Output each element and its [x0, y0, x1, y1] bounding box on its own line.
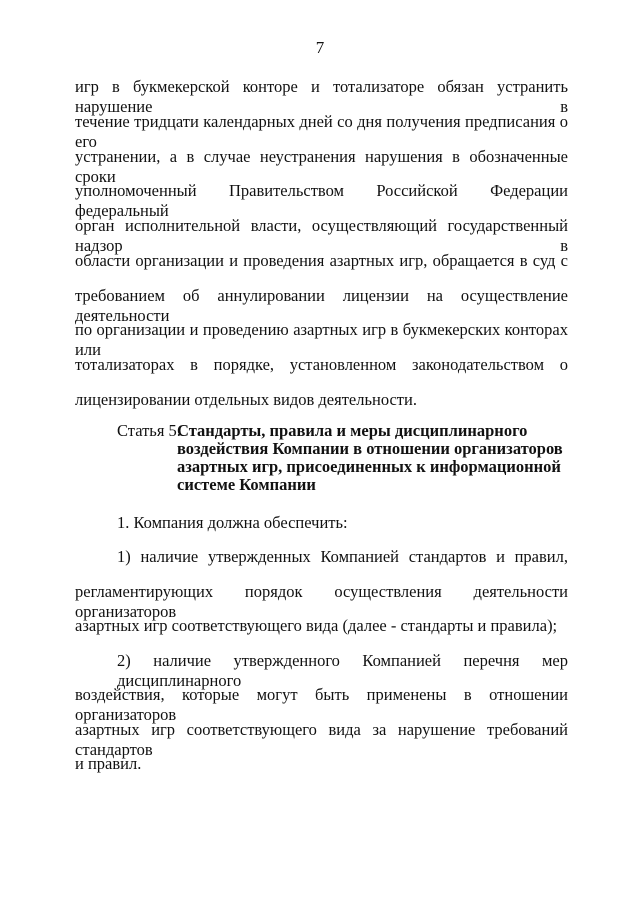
text-line: азартных игр соответствующего вида (далее - стандарты и правила);: [75, 616, 558, 635]
text-line: лицензировании отдельных видов деятельности.: [75, 390, 417, 409]
text-line: воздействия, которые могут быть применены в отношении организаторов: [75, 685, 568, 724]
article-title-line: азартных игр, присоединенных к информационной: [177, 457, 561, 476]
text-line: требованием об аннулировании лицензии на осуществление деятельности: [75, 286, 568, 325]
text-line: по организации и проведению азартных игр в букмекерских конторах или: [75, 320, 568, 359]
text-line: игр в букмекерской конторе и тотализаторе обязан устранить нарушение в: [75, 77, 568, 116]
text-line: течение тридцати календарных дней со дня получения предписания о его: [75, 112, 568, 151]
article-title: [177, 422, 597, 494]
clause-heading: 1. Компания должна обеспечить:: [117, 513, 348, 532]
text-line: 1) наличие утвержденных Компанией стандартов и правил,: [117, 547, 568, 566]
text-line: и правил.: [75, 754, 142, 773]
article-title-line: системе Компании: [177, 475, 316, 494]
text-line: регламентирующих порядок осуществления деятельности организаторов: [75, 582, 568, 621]
text-line: азартных игр соответствующего вида за нарушение требований стандартов: [75, 720, 568, 759]
text-line: устранении, а в случае неустранения нарушения в обозначенные сроки: [75, 147, 568, 186]
text-line: уполномоченный Правительством Российской Федерации федеральный: [75, 181, 568, 220]
article-title-line: Стандарты, правила и меры дисциплинарного: [177, 421, 528, 440]
page-number: 7: [315, 38, 325, 57]
text-line: 2) наличие утвержденного Компанией перечня мер дисциплинарного: [117, 651, 568, 690]
text-line: тотализаторах в порядке, установленном законодательством о: [75, 355, 568, 374]
article-label: Статья 5.: [117, 421, 181, 440]
article-title-line: воздействия Компании в отношении организаторов: [177, 439, 563, 458]
text-line: области организации и проведения азартных игр, обращается в суд с: [75, 251, 568, 270]
text-line: орган исполнительной власти, осуществляющий государственный надзор в: [75, 216, 568, 255]
